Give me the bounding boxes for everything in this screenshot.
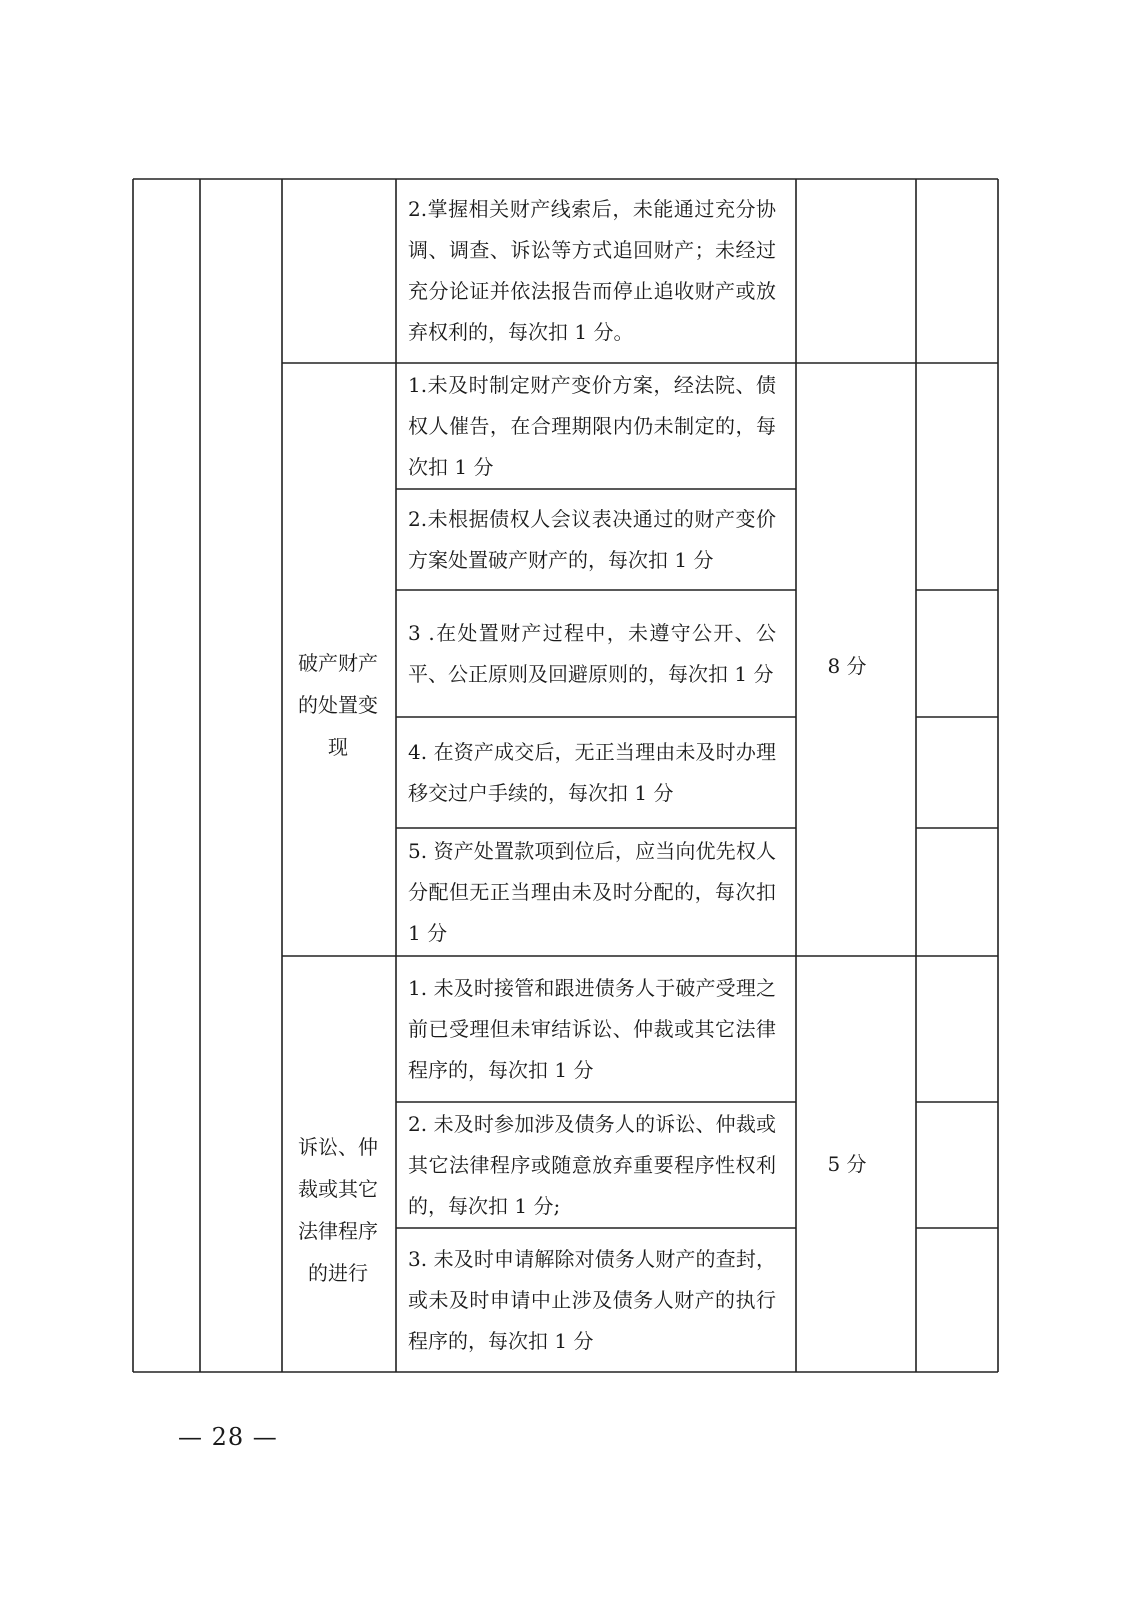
criterion-cell xyxy=(396,830,786,954)
criterion-cell xyxy=(396,719,786,826)
criterion-cell xyxy=(396,491,786,588)
page-number: — 28 — xyxy=(178,1423,278,1451)
category-label: 破产财产的处置变现 xyxy=(298,651,378,759)
criterion-text: 1. 未及时接管和跟进债务人于破产受理之前已受理但未审结诉讼、仲裁或其它法律程序的，每次扣 1 分 xyxy=(408,975,776,1082)
criterion-text: 5. 资产处置款项到位后，应当向优先权人分配但无正当理由未及时分配的，每次扣 1 分 xyxy=(408,838,776,945)
criterion-cell xyxy=(396,592,786,715)
criterion-text: 3 .在处置财产过程中，未遵守公开、公平、公正原则及回避原则的，每次扣 1 分 xyxy=(408,620,776,686)
criterion-cell xyxy=(396,181,786,361)
criterion-text: 3. 未及时申请解除对债务人财产的查封，或未及时申请中止涉及债务人财产的执行程序的，每次扣 1 分 xyxy=(408,1246,776,1353)
score-cell xyxy=(788,648,906,684)
criterion-text: 2.掌握相关财产线索后，未能通过充分协调、调查、诉讼等方式追回财产；未经过充分论证并依法报告而停止追收财产或放弃权利的，每次扣 1 分。 xyxy=(408,197,776,344)
criterion-text: 2. 未及时参加涉及债务人的诉讼、仲裁或其它法律程序或随意放弃重要程序性权利的，每次扣 1 分; xyxy=(408,1111,776,1218)
score-cell xyxy=(788,1146,906,1182)
category-label: 诉讼、仲裁或其它法律程序的进行 xyxy=(298,1135,378,1285)
score-value: 5 分 xyxy=(827,1151,867,1176)
criterion-text: 2.未根据债权人会议表决通过的财产变价方案处置破产财产的，每次扣 1 分 xyxy=(408,506,776,572)
category-cell xyxy=(282,640,394,770)
criterion-text: 1.未及时制定财产变价方案，经法院、债权人催告，在合理期限内仍未制定的，每次扣 1 分 xyxy=(408,372,776,479)
criterion-cell xyxy=(396,1230,786,1370)
criterion-cell xyxy=(396,1104,786,1226)
score-value: 8 分 xyxy=(827,653,867,678)
category-cell xyxy=(282,1125,394,1295)
criterion-cell xyxy=(396,958,786,1100)
criterion-text: 4. 在资产成交后，无正当理由未及时办理移交过户手续的，每次扣 1 分 xyxy=(408,739,776,805)
criterion-cell xyxy=(396,365,786,487)
